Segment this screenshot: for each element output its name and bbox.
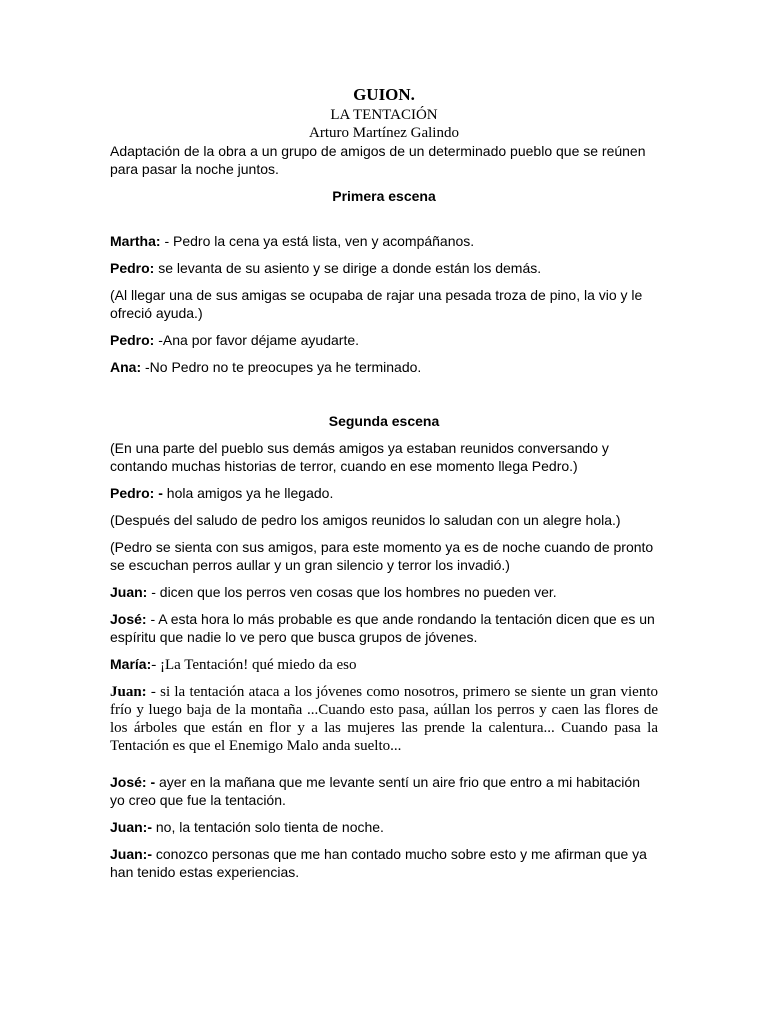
- dialogue-line: [110, 683, 658, 755]
- dialogue-line: [110, 610, 658, 646]
- author-name: Arturo Martínez Galindo: [309, 125, 459, 141]
- document-title: GUION.: [353, 85, 415, 104]
- dialogue-text: - si la tentación ataca a los jóvenes como nosotros, primero se siente un gran viento frío y luego baja de la montaña ...Cuando esto pasa, aúllan los perros y caen las flores de los árboles que están en flor y a las mujeres las prende la calentura... Cuando pasa la Tentación es que el Enemigo Malo anda suelto...: [110, 684, 658, 754]
- speaker-name: Pedro:: [110, 260, 155, 276]
- stage-direction: (Después del saludo de pedro los amigos reunidos lo saludan con un alegre hola.): [110, 512, 621, 528]
- speaker-name: María:: [110, 656, 152, 672]
- speaker-name: Pedro: -: [110, 485, 163, 501]
- dialogue-text: ayer en la mañana que me levante sentí un aire frio que entro a mi habitación yo creo que fue la tentación.: [110, 774, 640, 808]
- dialogue-text: -No Pedro no te preocupes ya he terminado.: [141, 359, 422, 375]
- speaker-name: Juan:-: [110, 846, 152, 862]
- title-block: [110, 84, 658, 142]
- dialogue-text: se levanta de su asiento y se dirige a donde están los demás.: [154, 260, 542, 276]
- dialogue-line: [110, 358, 658, 376]
- speaker-name: Pedro:: [110, 332, 155, 348]
- stage-direction: (En una parte del pueblo sus demás amigos ya estaban reunidos conversando y contando muchas historias de terror, cuando en ese momento llega Pedro.): [110, 440, 609, 474]
- dialogue-text: - A esta hora lo más probable es que ande rondando la tentación dicen que es un espíritu que nadie lo ve pero que busca grupos de jóvenes.: [110, 611, 655, 645]
- dialogue-line: [110, 583, 658, 601]
- speaker-name: Martha:: [110, 233, 161, 249]
- scene-1-title: Primera escena: [332, 188, 436, 204]
- dialogue-text: no, la tentación solo tienta de noche.: [152, 819, 384, 835]
- dialogue-text: - ¡La Tentación! qué miedo da eso: [151, 657, 357, 673]
- intro-paragraph: Adaptación de la obra a un grupo de amigos de un determinado pueblo que se reúnen para pasar la noche juntos.: [110, 143, 646, 177]
- stage-direction: (Pedro se sienta con sus amigos, para este momento ya es de noche cuando de pronto se escuchan perros aullar y un gran silencio y terror los invadió.): [110, 539, 654, 573]
- speaker-name: Juan:-: [110, 819, 152, 835]
- speaker-name: José:: [110, 611, 147, 627]
- dialogue-line: [110, 655, 658, 674]
- dialogue-text: hola amigos ya he llegado.: [162, 485, 334, 501]
- dialogue-text: - dicen que los perros ven cosas que los hombres no pueden ver.: [147, 584, 557, 600]
- speaker-name: Ana:: [110, 359, 142, 375]
- dialogue-line: [110, 773, 658, 809]
- dialogue-line: [110, 484, 658, 502]
- dialogue-text: - Pedro la cena ya está lista, ven y acompáñanos.: [160, 233, 475, 249]
- dialogue-line: [110, 259, 658, 277]
- dialogue-line: [110, 818, 658, 836]
- scene-2-title: Segunda escena: [328, 413, 440, 429]
- dialogue-line: [110, 232, 658, 250]
- speaker-name: Juan:: [110, 584, 148, 600]
- speaker-name: José: -: [110, 774, 156, 790]
- stage-direction: (Al llegar una de sus amigas se ocupaba de rajar una pesada troza de pino, la vio y le ofreció ayuda.): [110, 287, 643, 321]
- play-title: LA TENTACIÓN: [330, 107, 438, 123]
- dialogue-line: [110, 845, 658, 881]
- document-page: [110, 84, 658, 890]
- dialogue-text: -Ana por favor déjame ayudarte.: [154, 332, 360, 348]
- speaker-name: Juan:: [110, 684, 147, 700]
- dialogue-text: conozco personas que me han contado mucho sobre esto y me afirman que ya han tenido estas experiencias.: [110, 846, 647, 880]
- dialogue-line: [110, 331, 658, 349]
